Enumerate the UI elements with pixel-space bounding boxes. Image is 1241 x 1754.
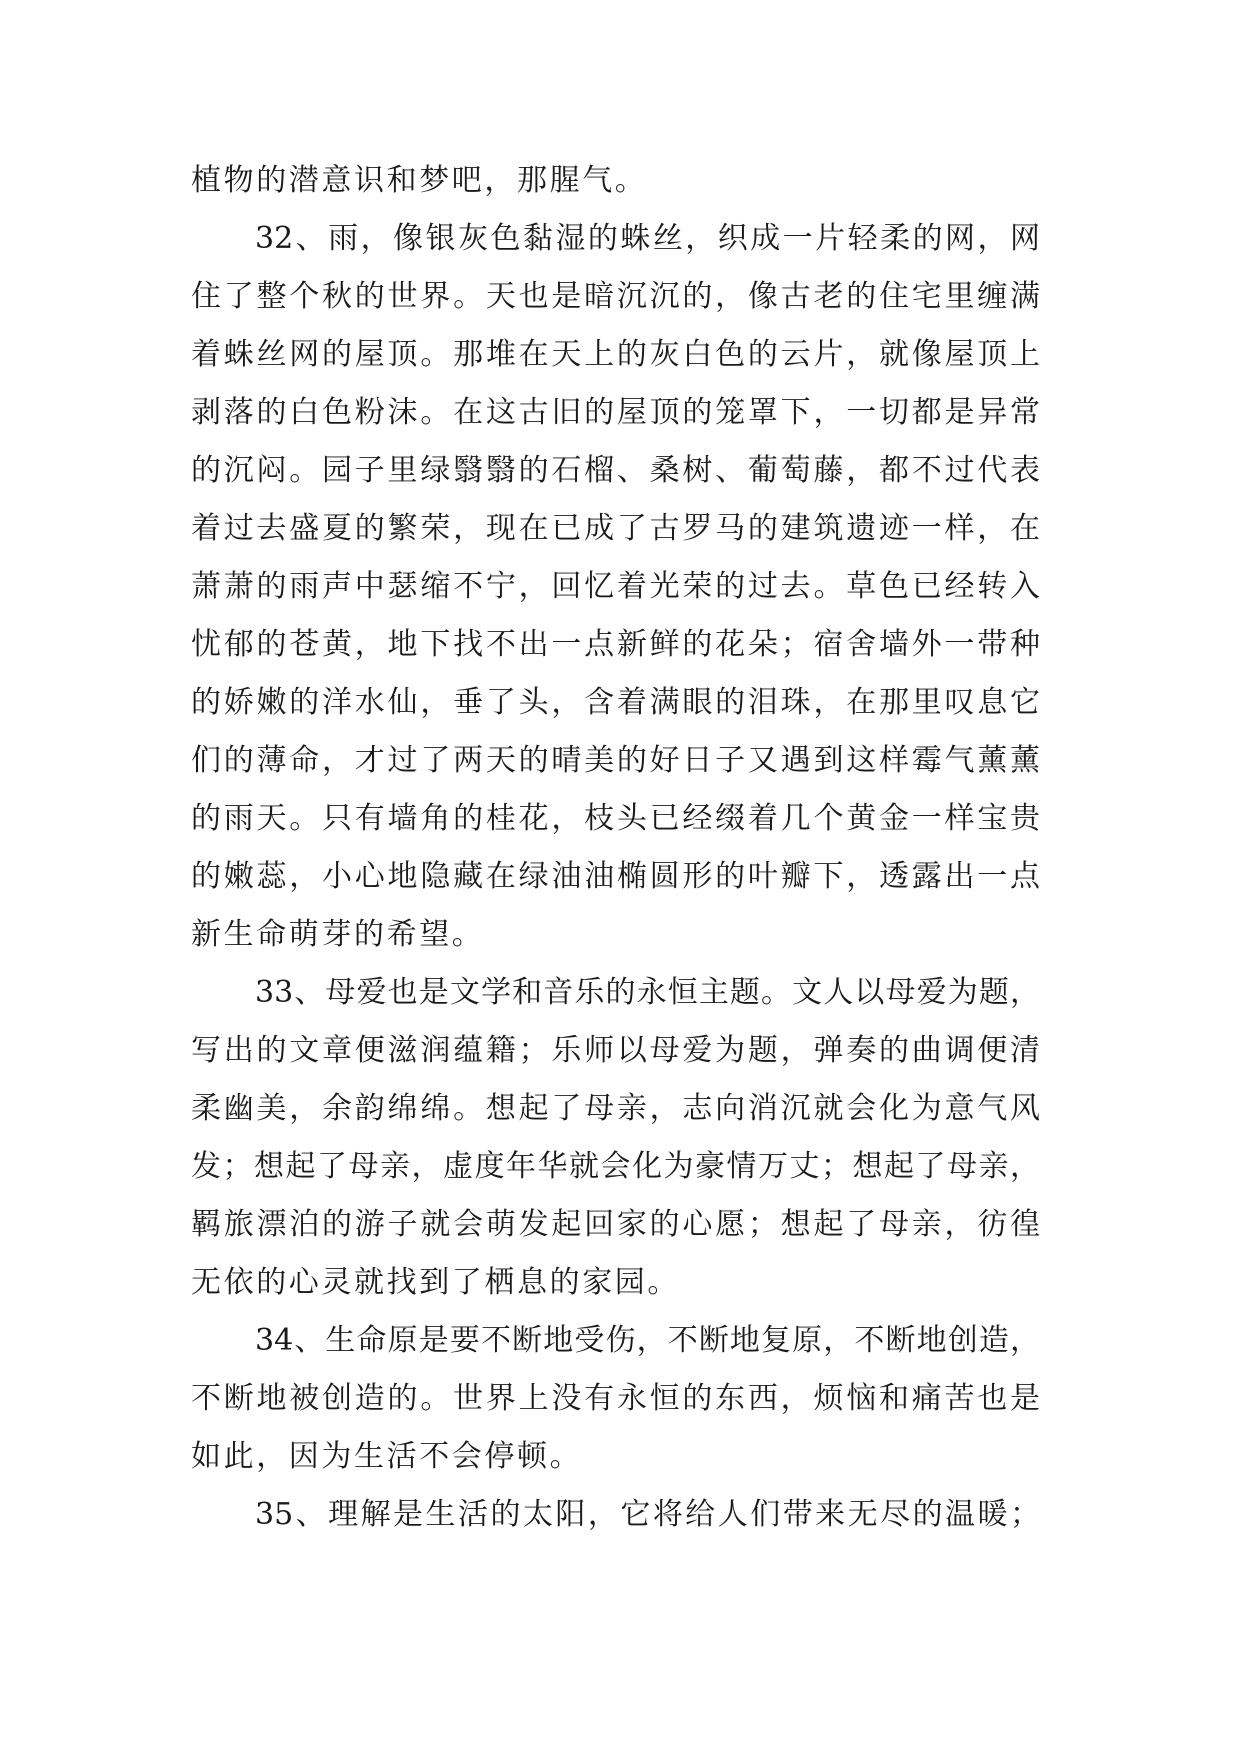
- text-line: 萧萧的雨声中瑟缩不宁，回忆着光荣的过去。草色已经转入: [191, 569, 1040, 604]
- paragraph-35: [191, 1486, 1040, 1544]
- document-body: [191, 152, 1040, 1544]
- text-line: 不断地被创造的。世界上没有永恒的东西，烦恼和痛苦也是: [191, 1381, 1040, 1416]
- text-line: 如此，因为生活不会停顿。: [191, 1439, 583, 1474]
- text-line: 无依的心灵就找到了栖息的家园。: [191, 1265, 680, 1300]
- text-line: 的娇嫩的洋水仙，垂了头，含着满眼的泪珠，在那里叹息它: [191, 685, 1040, 720]
- text-line: 的沉闷。园子里绿翳翳的石榴、桑树、葡萄藤，都不过代表: [191, 453, 1040, 488]
- text-line: 着过去盛夏的繁荣，现在已成了古罗马的建筑遗迹一样，在: [191, 511, 1040, 546]
- text-line: 发；想起了母亲，虚度年华就会化为豪情万丈；想起了母亲，: [191, 1149, 1040, 1184]
- paragraph-continuation: [191, 152, 1040, 210]
- text-line: 新生命萌芽的希望。: [191, 917, 485, 952]
- text-line: 35、理解是生活的太阳，它将给人们带来无尽的温暖；: [255, 1497, 1040, 1532]
- text-line: 的嫩蕊，小心地隐藏在绿油油椭圆形的叶瓣下，透露出一点: [191, 859, 1040, 894]
- paragraph-32: [191, 210, 1040, 964]
- text-line: 忧郁的苍黄，地下找不出一点新鲜的花朵；宿舍墙外一带种: [191, 627, 1040, 662]
- text-line: 34、生命原是要不断地受伤，不断地复原，不断地创造，: [255, 1323, 1040, 1358]
- text-line: 羁旅漂泊的游子就会萌发起回家的心愿；想起了母亲，彷徨: [191, 1207, 1040, 1242]
- text-line: 住了整个秋的世界。天也是暗沉沉的，像古老的住宅里缠满: [191, 279, 1040, 314]
- text-line: 33、母爱也是文学和音乐的永恒主题。文人以母爱为题，: [255, 975, 1040, 1010]
- text-line: 柔幽美，余韵绵绵。想起了母亲，志向消沉就会化为意气风: [191, 1091, 1040, 1126]
- paragraph-34: [191, 1312, 1040, 1486]
- text-line: 植物的潜意识和梦吧，那腥气。: [191, 163, 648, 198]
- text-line: 们的薄命，才过了两天的晴美的好日子又遇到这样霉气薰薰: [191, 743, 1040, 778]
- text-line: 的雨天。只有墙角的桂花，枝头已经缀着几个黄金一样宝贵: [191, 801, 1040, 836]
- text-line: 剥落的白色粉沫。在这古旧的屋顶的笼罩下，一切都是异常: [191, 395, 1040, 430]
- text-line: 着蛛丝网的屋顶。那堆在天上的灰白色的云片，就像屋顶上: [191, 337, 1040, 372]
- text-line: 32、雨，像银灰色黏湿的蛛丝，织成一片轻柔的网，网: [255, 221, 1040, 256]
- paragraph-33: [191, 964, 1040, 1312]
- text-line: 写出的文章便滋润蕴籍；乐师以母爱为题，弹奏的曲调便清: [191, 1033, 1040, 1068]
